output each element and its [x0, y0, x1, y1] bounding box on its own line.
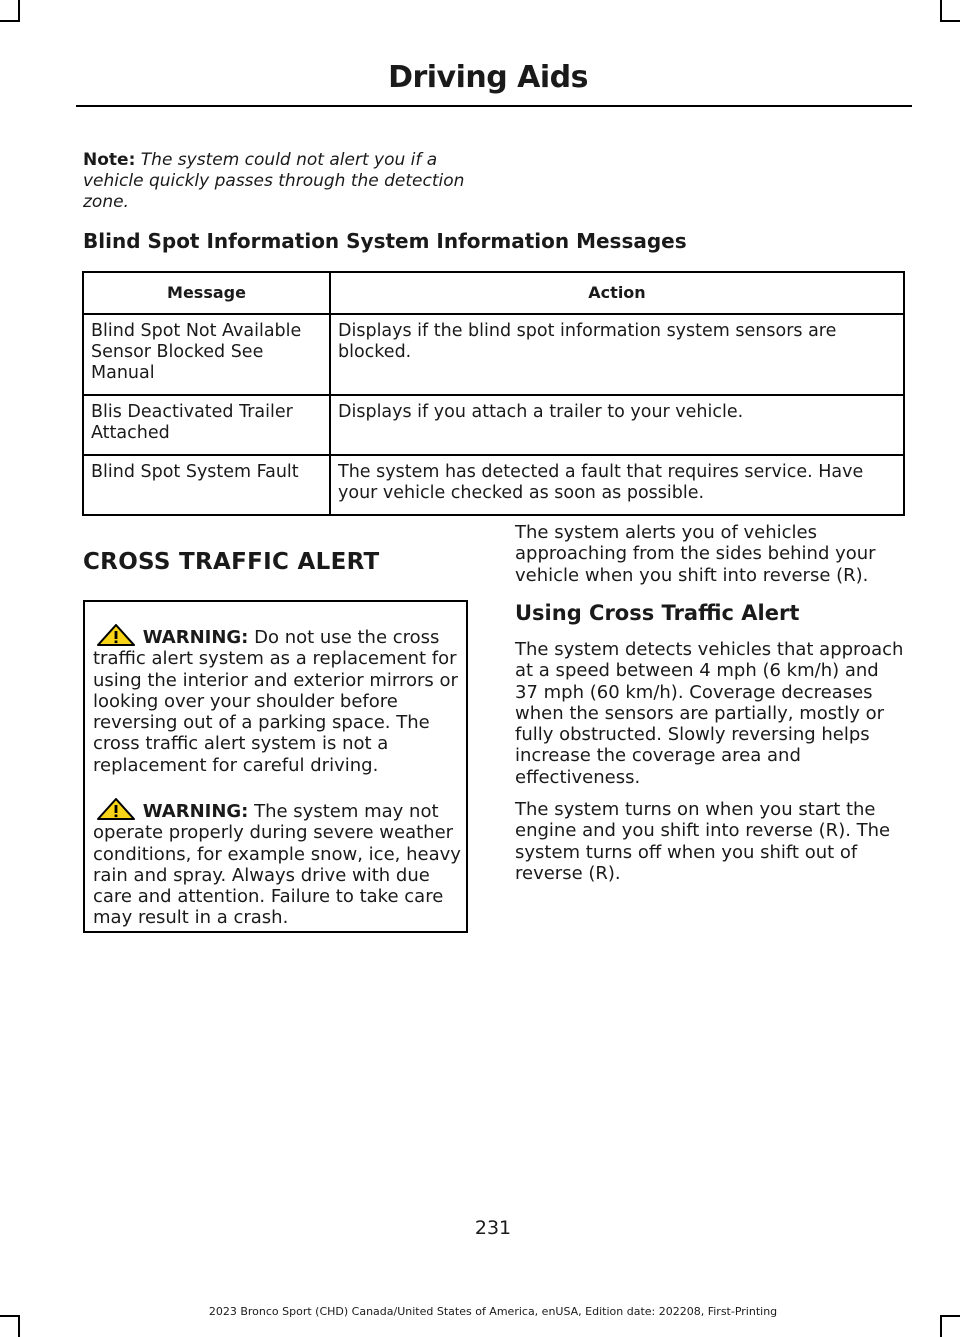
note-label: Note:: [83, 150, 136, 170]
warning-triangle-icon: [97, 624, 135, 646]
crop-mark: [0, 20, 20, 22]
action-cell: The system has detected a fault that requires service. Have your vehicle checked as soon as possible.: [330, 455, 904, 515]
warning-box: [83, 600, 468, 933]
crop-mark: [940, 20, 960, 22]
crop-mark: [940, 0, 942, 22]
page-title: Driving Aids: [388, 60, 588, 95]
table-header-row: [83, 272, 904, 314]
crop-mark: [18, 1315, 20, 1337]
action-cell: Displays if you attach a trailer to your vehicle.: [330, 395, 904, 455]
warning-text: Do not use the cross traffic alert system as a replacement for using the interior and exterior mirrors or looking over your shoulder before reversing out of a parking space. The cross traffic alert system is not a replacement for careful driving.: [93, 627, 458, 776]
warning-triangle-icon: [97, 798, 135, 820]
message-cell: Blind Spot Not Available Sensor Blocked See Manual: [83, 314, 330, 395]
note-text: The system could not alert you if a vehicle quickly passes through the detection zone.: [83, 150, 465, 212]
action-cell: Displays if the blind spot information system sensors are blocked.: [330, 314, 904, 395]
body-paragraph: The system turns on when you start the engine and you shift into reverse (R). The system turns off when you shift out of reverse (R).: [515, 799, 891, 884]
footer-text: 2023 Bronco Sport (CHD) Canada/United States of America, enUSA, Edition date: 202208, First-Printing: [208, 1305, 778, 1318]
warning-text: The system may not operate properly during severe weather conditions, for example snow, ice, heavy rain and spray. Always drive with due care and attention. Failure to take care may result in a crash.: [93, 801, 461, 929]
warning-label: WARNING:: [142, 627, 249, 648]
section-heading: CROSS TRAFFIC ALERT: [83, 549, 380, 575]
table-row: [83, 395, 904, 455]
page-number: 231: [474, 1217, 512, 1239]
crop-mark: [940, 1315, 942, 1337]
column-header-action: Action: [330, 272, 904, 314]
warning-label: WARNING:: [142, 801, 249, 822]
header-rule: [76, 105, 912, 107]
column-header-message: Message: [83, 272, 330, 314]
table-heading: Blind Spot Information System Information Messages: [83, 229, 687, 253]
table-row: [83, 455, 904, 515]
body-paragraph: The system detects vehicles that approach at a speed between 4 mph (6 km/h) and 37 mph (60 km/h). Coverage decreases when the sensors are partially, mostly or fully obstructed. Slowly reversing helps increase the coverage area and effectiveness.: [515, 639, 904, 788]
warning-2: [93, 798, 465, 929]
note: [83, 150, 483, 213]
intro-paragraph: The system alerts you of vehicles approaching from the sides behind your vehicle when you shift into reverse (R).: [515, 522, 876, 586]
message-cell: Blind Spot System Fault: [83, 455, 330, 515]
table-row: [83, 314, 904, 395]
message-cell: Blis Deactivated Trailer Attached: [83, 395, 330, 455]
warning-1: [93, 624, 465, 776]
subheading: Using Cross Traffic Alert: [515, 601, 800, 625]
messages-table: [82, 271, 905, 516]
crop-mark: [18, 0, 20, 22]
